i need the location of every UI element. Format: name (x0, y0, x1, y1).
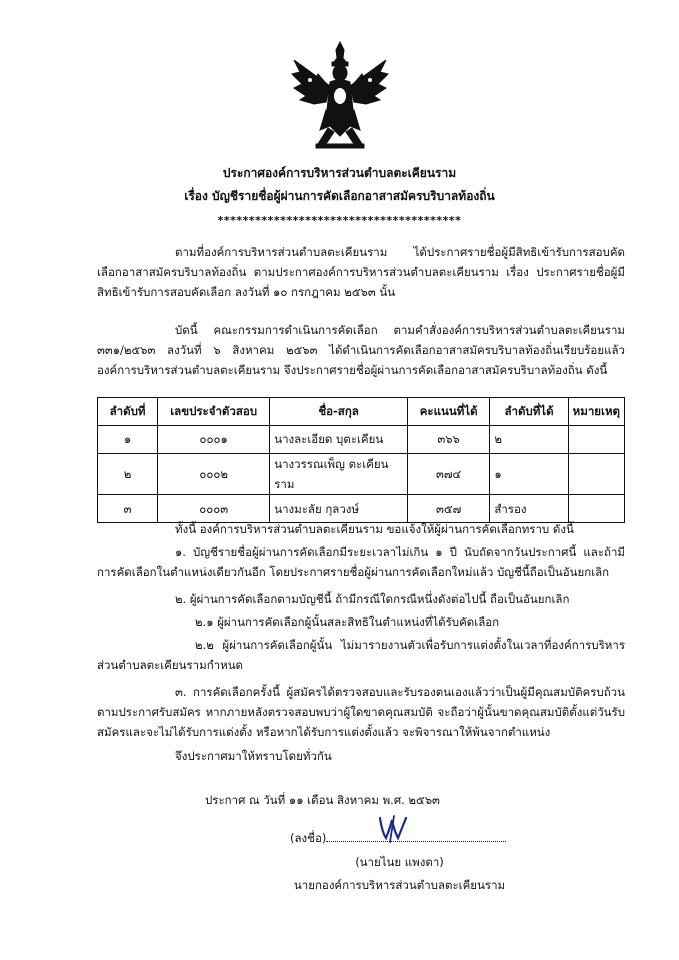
condition-item-1: ๑. บัญชีรายชื่อผู้ผ่านการคัดเลือกมีระยะเวลาไม่เกิน ๑ ปี นับถัดจากวันประกาศนี้ และถ้ามีการคัดเลือกในตำแหน่งเดียวกันอีก โดยประกาศรายชื่อผู้ผ่านการคัดเลือกใหม่แล้ว บัญชีนี้ถือเป็นอันยกเลิก (97, 545, 625, 580)
col-header-exam-id: เลขประจำตัวสอบ (158, 398, 270, 426)
star-divider: *************************************** (217, 214, 462, 227)
signatory-name: (นายไนย แพงตา) (355, 855, 444, 869)
condition-item-2-2: ๒.๒ ผู้ผ่านการคัดเลือกผู้นั้น ไม่มารายงานตัวเพื่อรับการแต่งตั้งในเวลาที่องค์การบริหารส่วนตำบลตะเคียนรามกำหนด (97, 638, 625, 673)
cell-exam-id: ๐๐๐๒ (158, 454, 270, 495)
cell-remark (568, 426, 624, 454)
col-header-remark: หมายเหตุ (568, 398, 624, 426)
col-header-rank: ลำดับที่ (98, 398, 158, 426)
cell-name: นางมะลัย กุลวงษ์ (270, 495, 408, 523)
table-header-row (98, 398, 625, 426)
intro-paragraph: ตามที่องค์การบริหารส่วนตำบลตะเคียนราม ได้ประกาศรายชื่อผู้มีสิทธิเข้ารับการสอบคัดเลือกอาสาสมัครบริบาลท้องถิ่น ตามประกาศองค์การบริหารส่วนตำบลตะเคียนราม เรื่อง ประกาศรายชื่อผู้มีสิทธิเข้ารับการสอบคัดเลือก ลงวันที่ ๑๐ กรกฎาคม ๒๕๖๓ นั้น (97, 245, 625, 300)
cell-rank: ๑ (98, 426, 158, 454)
cell-placement: ๒ (490, 426, 568, 454)
cell-placement: ๑ (490, 454, 568, 495)
cell-exam-id: ๐๐๐๓ (158, 495, 270, 523)
cell-rank: ๒ (98, 454, 158, 495)
col-header-name: ชื่อ-สกุล (270, 398, 408, 426)
cell-score: ๓๗๔ (407, 454, 489, 495)
garuda-emblem-icon (290, 40, 390, 155)
condition-item-2: ๒. ผู้ผ่านการคัดเลือกตามบัญชีนี้ ถ้ามีกรณีใดกรณีหนึ่งดังต่อไปนี้ ถือเป็นอันยกเลิก (175, 592, 570, 606)
announcement-paragraph: บัดนี้ คณะกรรมการดำเนินการคัดเลือก ตามคำสั่งองค์การบริหารส่วนตำบลตะเคียนราม ๓๓๑/๒๕๖๓ ลงวันที่ ๖ สิงหาคม ๒๕๖๓ ได้ดำเนินการคัดเลือกอาสาสมัครบริบาลท้องถิ่นเรียบร้อยแล้ว องค์การบริหารส่วนตำบลตะเคียนราม จึงประกาศรายชื่อผู้ผ่านการคัดเลือกอาสาสมัครบริบาลท้องถิ่น ดังนี้ (97, 323, 625, 378)
table-row (98, 426, 625, 454)
cell-score: ๓๖๖ (407, 426, 489, 454)
cell-placement: สำรอง (490, 495, 568, 523)
cell-rank: ๓ (98, 495, 158, 523)
condition-item-2-1: ๒.๑ ผู้ผ่านการคัดเลือกผู้นั้นสละสิทธิในตำแหน่งที่ได้รับคัดเลือก (195, 615, 500, 629)
announcement-date: ประกาศ ณ วันที่ ๑๑ เดือน สิงหาคม พ.ศ. ๒๕๖๓ (205, 793, 440, 807)
cell-exam-id: ๐๐๐๑ (158, 426, 270, 454)
closing-statement: จึงประกาศมาให้ทราบโดยทั่วกัน (175, 749, 332, 763)
condition-item-3: ๓. การคัดเลือกครั้งนี้ ผู้สมัครได้ตรวจสอบและรับรองตนเองแล้วว่าเป็นผู้มีคุณสมบัติครบถ้วนตามประกาศรับสมัคร หากภายหลังตรวจสอบพบว่าผู้ใดขาดคุณสมบัติ จะถือว่าผู้นั้นขาดคุณสมบัติตั้งแต่วันรับสมัครและจะไม่ได้รับการแต่งตั้ง หรือหากได้รับการแต่งตั้งแล้ว จะพิจารณาให้พ้นจากตำแหน่ง (97, 685, 625, 740)
cell-score: ๓๕๗ (407, 495, 489, 523)
col-header-placement: ลำดับที่ได้ (490, 398, 568, 426)
announcement-title: ประกาศองค์การบริหารส่วนตำบลตะเคียนราม (222, 166, 457, 180)
results-table (97, 397, 625, 523)
cell-name: นางละเอียด บุตะเคียน (270, 426, 408, 454)
announcement-subject: เรื่อง บัญชีรายชื่อผู้ผ่านการคัดเลือกอาสาสมัครบริบาลท้องถิ่น (184, 189, 495, 203)
table-row (98, 454, 625, 495)
cell-remark (568, 454, 624, 495)
col-header-score: คะแนนที่ได้ (407, 398, 489, 426)
cell-name: นางวรรณเพ็ญ ตะเคียนราม (270, 454, 408, 495)
handwritten-signature-icon (376, 814, 412, 844)
signature-label: (ลงชื่อ) (290, 831, 327, 845)
signature-dotted-line (326, 831, 506, 842)
conditions-intro: ทั้งนี้ องค์การบริหารส่วนตำบลตะเคียนราม ขอแจ้งให้ผู้ผ่านการคัดเลือกทราบ ดังนี้ (175, 522, 574, 536)
signatory-position: นายกองค์การบริหารส่วนตำบลตะเคียนราม (293, 878, 506, 892)
